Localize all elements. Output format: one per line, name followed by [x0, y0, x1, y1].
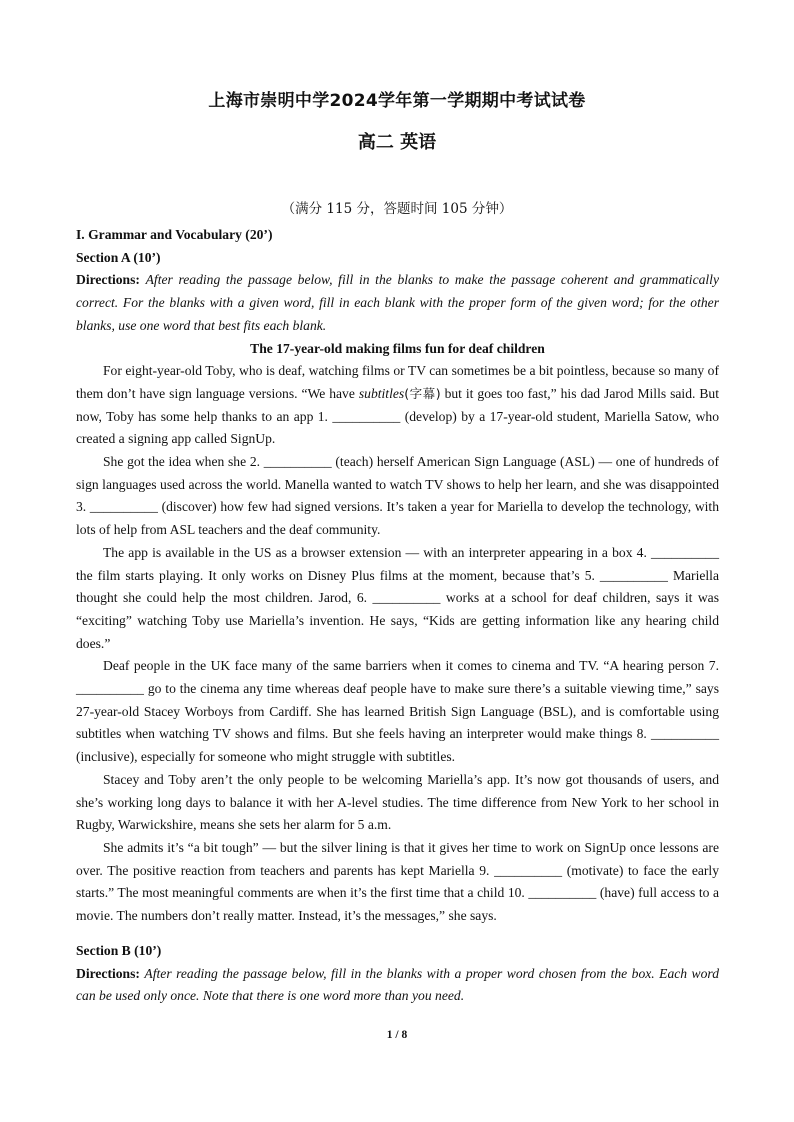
passage-paragraph-6: She admits it’s “a bit tough” — but the silver lining is that it gives her time to work on SignUp once lessons are over. The positive reaction from teachers and parents has kept Mariella 9. __________ (motivate) to face the early starts.” The most meaningful comments are when it’s the first time that a child 10. __________ (have) full access to a movie. The numbers don’t really matter. Instead, it’s the messages,” she says.: [76, 839, 719, 924]
passage-paragraph-2: She got the idea when she 2. __________ (teach) herself American Sign Language (ASL) — one of hundreds of sign languages used across the world. Manella wanted to watch TV shows to help her learn, and she was disappointed 3. __________ (discover) how few had signed versions. It’s taken a year for Mariella to develop the technology, with lots of help from ASL teachers and the deaf community.: [76, 454, 719, 538]
exam-subject: 高二 英语: [357, 132, 437, 153]
page-number: 1 / 8: [386, 1029, 408, 1041]
passage-paragraph-4: Deaf people in the UK face many of the same barriers when it comes to cinema and TV. “A hearing person 7. __________ go to the cinema any time whereas deaf people have to make sure there’s a suitable viewing time,” says 27-year-old Stacey Worboys from Cardiff. She has learned British Sign Language (BSL), and is comfortable using subtitles when watching TV shows and films. But she feels having an interpreter would make things 8. __________ (inclusive), especially for someone who might struggle with subtitles.: [76, 658, 719, 765]
exam-note: （满分 115 分，答题时间 105 分钟）: [281, 201, 513, 217]
passage-paragraph-5: Stacey and Toby aren’t the only people to be welcoming Mariella’s app. It’s now got thousands of users, and she’s working long days to balance it with her A-level studies. The time difference from New York to her school in Rugby, Warwickshire, means she sets her alarm for 5 a.m.: [76, 771, 719, 833]
para-gloss: (字幕): [404, 385, 441, 401]
part-heading: I. Grammar and Vocabulary (20’): [76, 227, 273, 242]
directions-label: Directions:: [76, 965, 140, 981]
exam-title: 上海市崇明中学2024学年第一学期期中考试试卷: [208, 91, 586, 111]
para-italic-term: subtitles: [358, 385, 405, 401]
section-b-directions: [76, 963, 719, 1008]
directions-text: After reading the passage below, fill in the blanks with a proper word chosen from the box. Each word can be used only once. Note that there is one word more than you need.: [76, 965, 720, 1004]
exam-content: [76, 224, 719, 1008]
section-a-directions: [76, 269, 719, 337]
passage-title: The 17-year-old making films fun for deaf children: [250, 340, 545, 356]
passage-paragraph-1: [76, 360, 719, 451]
section-b-heading: Section B (10’): [76, 942, 162, 958]
section-spacer: [76, 928, 719, 940]
directions-label: Directions:: [76, 272, 140, 288]
directions-text: After reading the passage below, fill in the blanks to make the passage coherent and grammatically correct. For the blanks with a given word, fill in each blank with the proper form of the given word; for the other blanks, use one word that best fits each blank.: [76, 272, 719, 333]
para-text: For eight-year-old Toby, who is deaf, watching films or TV can sometimes be a bit pointless, because so many of them don’t have sign language versions. “We have: [76, 363, 719, 401]
passage-paragraph-3: The app is available in the US as a browser extension — with an interpreter appearing in a box 4. __________ the film starts playing. It only works on Disney Plus films at the moment, because that’s 5. __________ Mariella thought she could help the most children. Jarod, 6. __________ works at a school for deaf children, says it was “exciting” watching Toby use Mariella’s invention. He says, “Kids are getting information like any hearing child does.”: [76, 544, 719, 651]
section-a-heading: Section A (10’): [76, 249, 161, 265]
para-text: but it goes too fast,” his dad Jarod Mills said. But now, Toby has some help thanks to an app 1. __________ (develop) by a 17-year-old student, Mariella Satow, who created a signing app called SignUp.: [76, 385, 719, 447]
